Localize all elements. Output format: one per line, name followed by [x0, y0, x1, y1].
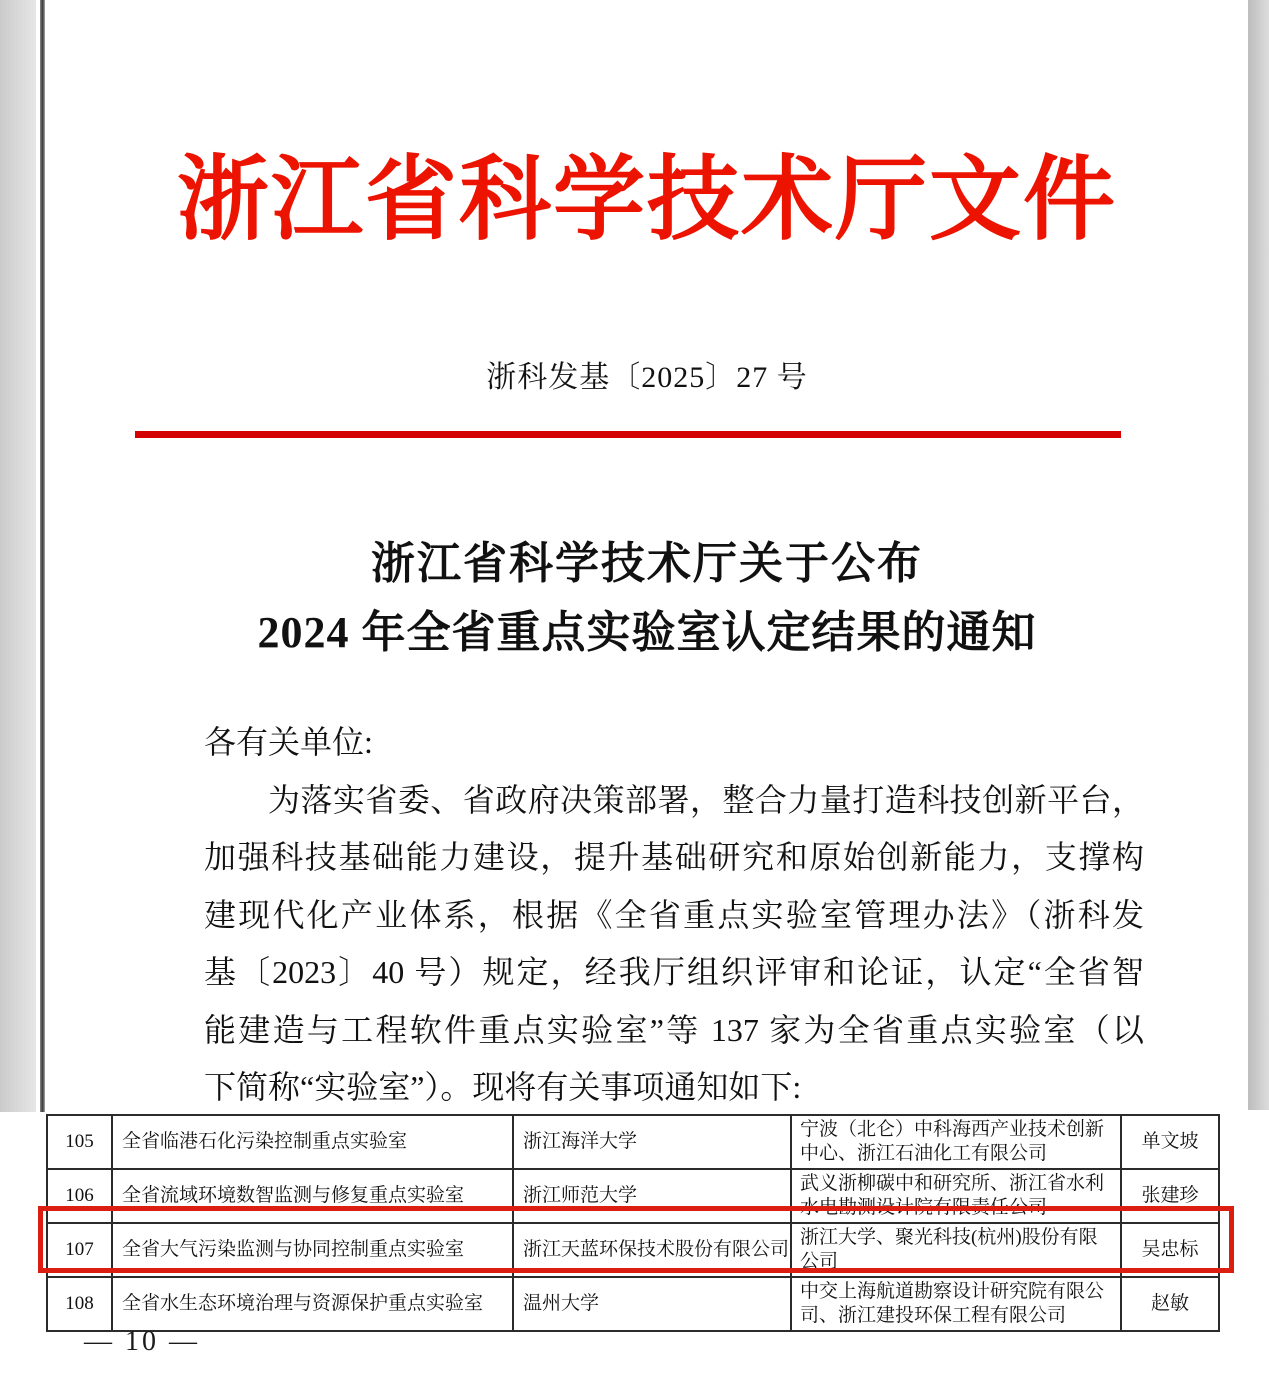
partners-cell: 武义浙柳碳中和研究所、浙江省水利水电勘测设计院有限责任公司 [791, 1169, 1121, 1223]
lab-name-cell: 全省临港石化污染控制重点实验室 [112, 1115, 513, 1169]
director-cell: 吴忠标 [1121, 1223, 1219, 1277]
director-cell: 张建珍 [1121, 1169, 1219, 1223]
row-number-cell: 105 [47, 1115, 112, 1169]
table-row [47, 1277, 1219, 1331]
row-number-cell: 106 [47, 1169, 112, 1223]
institution-cell: 浙江师范大学 [513, 1169, 791, 1223]
table-row [47, 1115, 1219, 1169]
row-number-cell: 108 [47, 1277, 112, 1331]
body-line: 建现代化产业体系，根据《全省重点实验室管理办法》（浙科发 [204, 896, 1144, 933]
partners-cell: 浙江大学、聚光科技(杭州)股份有限公司 [791, 1223, 1121, 1277]
notice-title-line-1: 浙江省科学技术厅关于公布 [371, 539, 923, 588]
lab-name-cell: 全省水生态环境治理与资源保护重点实验室 [112, 1277, 513, 1331]
lab-name-cell: 全省大气污染监测与协同控制重点实验室 [112, 1223, 513, 1277]
director-cell: 单文坡 [1121, 1115, 1219, 1169]
salutation: 各有关单位: [204, 724, 373, 760]
page-number: — 10 — [84, 1326, 200, 1357]
body-line: 为落实省委、省政府决策部署，整合力量打造科技创新平台， [268, 781, 1144, 818]
body-line: 基〔2023〕40 号）规定，经我厅组织评审和论证，认定“全省智 [204, 954, 1144, 990]
notice-title-line-2: 2024 年全省重点实验室认定结果的通知 [257, 608, 1037, 657]
director-cell: 赵敏 [1121, 1277, 1219, 1331]
red-divider-rule [135, 431, 1121, 438]
body-line: 能建造与工程软件重点实验室”等 137 家为全省重点实验室（以 [204, 1011, 1144, 1048]
row-number-cell: 107 [47, 1223, 112, 1277]
body-line: 加强科技基础能力建设，提升基础研究和原始创新能力，支撑构 [204, 839, 1144, 875]
institution-cell: 浙江海洋大学 [513, 1115, 791, 1169]
body-text [204, 714, 1144, 1117]
institution-cell: 浙江天蓝环保技术股份有限公司 [513, 1223, 791, 1277]
scan-right-margin [1248, 0, 1269, 1110]
body-line: 下简称“实验室”）。现将有关事项通知如下: [204, 1069, 802, 1105]
document-title: 浙江省科学技术厅文件 [176, 149, 1117, 251]
document-number: 浙科发基〔2025〕27 号 [486, 361, 808, 394]
partners-cell: 中交上海航道勘察设计研究院有限公司、浙江建投环保工程有限公司 [791, 1277, 1121, 1331]
partners-cell: 宁波（北仑）中科海西产业技术创新中心、浙江石油化工有限公司 [791, 1115, 1121, 1169]
red-highlight-box [38, 1206, 1234, 1273]
lab-name-cell: 全省流域环境数智监测与修复重点实验室 [112, 1169, 513, 1223]
institution-cell: 温州大学 [513, 1277, 791, 1331]
scan-left-margin [0, 0, 36, 1112]
page-edge-shadow [40, 0, 45, 1112]
